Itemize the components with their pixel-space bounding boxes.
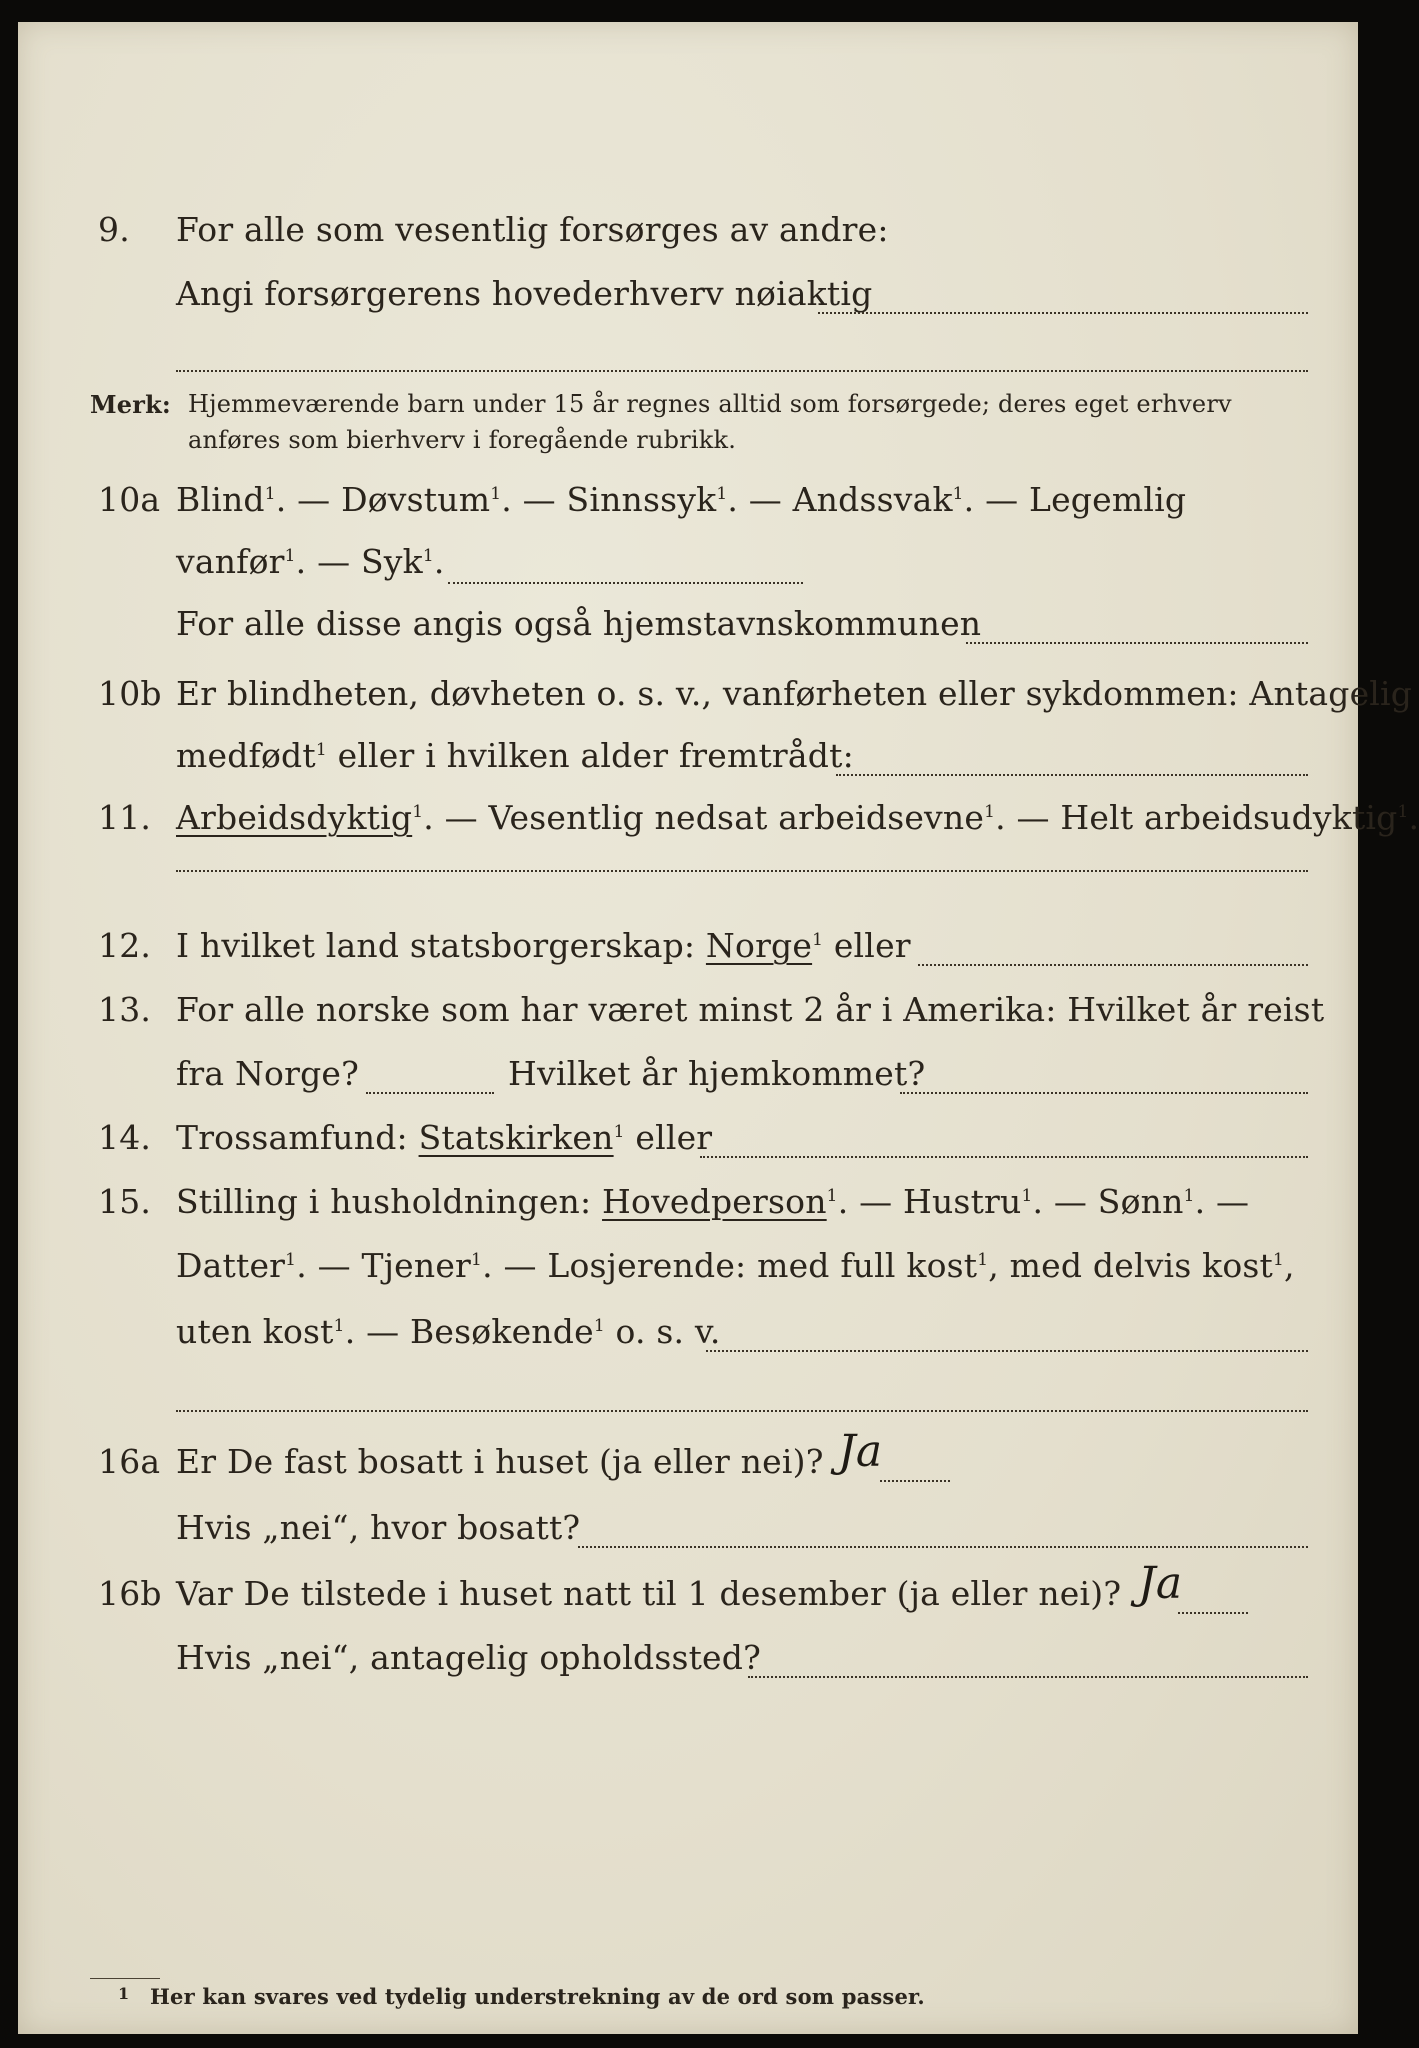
question-number: 10a xyxy=(98,480,161,519)
answer-field-16b[interactable] xyxy=(1178,1612,1248,1614)
question-text: Hvis „nei“, antagelig opholdssted? xyxy=(176,1638,761,1677)
footnote-divider xyxy=(90,1978,160,1979)
question-number: 14. xyxy=(98,1118,152,1157)
question-number: 13. xyxy=(98,990,152,1029)
question-text: For alle disse angis også hjemstavnskommunen xyxy=(176,604,982,643)
note-label: Merk: xyxy=(90,390,171,419)
question-text: vanfør$^1$. — Syk$^1$. xyxy=(176,542,445,581)
question-text: fra Norge? xyxy=(176,1054,360,1093)
question-number: 12. xyxy=(98,926,152,965)
underlined-answer: Statskirken xyxy=(418,1118,614,1157)
question-number: 16a xyxy=(98,1442,161,1481)
question-text: Var De tilstede i huset natt til 1 desember (ja eller nei)? xyxy=(176,1574,1122,1613)
underlined-answer: Norge xyxy=(705,926,813,965)
answer-field-10a-kommune[interactable] xyxy=(966,642,1308,644)
answer-field-13-hjem[interactable] xyxy=(900,1092,1308,1094)
answer-field-9b[interactable] xyxy=(176,370,1308,372)
question-text: Er blindheten, døvheten o. s. v., vanførheten eller sykdommen: Antagelig xyxy=(176,674,1413,713)
question-text: Blind$^1$. — Døvstum$^1$. — Sinnssyk$^1$. — Andssvak$^1$. — Legemlig xyxy=(176,480,1187,519)
question-text: Hvilket år hjemkommet? xyxy=(508,1054,926,1093)
question-text: Arbeidsdyktig$^1$. — Vesentlig nedsat arbeidsevne$^1$. — Helt arbeidsudyktig$^1$. xyxy=(176,798,1419,837)
footnote-text: Her kan svares ved tydelig understrekning av de ord som passer. xyxy=(150,1984,925,2009)
footnote-mark: 1 xyxy=(118,1984,130,2003)
question-number: 15. xyxy=(98,1182,152,1221)
handwritten-answer-16a: Ja xyxy=(838,1426,883,1477)
question-number: 11. xyxy=(98,798,152,837)
census-form-page xyxy=(18,22,1419,2034)
underlined-answer: Arbeidsdyktig xyxy=(176,798,413,837)
answer-field-16b-opholdssted[interactable] xyxy=(748,1676,1308,1678)
question-text: Trossamfund: Statskirken$^1$ eller xyxy=(176,1118,713,1157)
question-text: Er De fast bosatt i huset (ja eller nei)? xyxy=(176,1442,824,1481)
question-text: For alle som vesentlig forsørges av andre: xyxy=(176,210,889,249)
question-text: Angi forsørgerens hovederhverv nøiaktig xyxy=(176,274,873,313)
answer-field-9a[interactable] xyxy=(818,312,1308,314)
answer-field-15b[interactable] xyxy=(176,1410,1308,1412)
question-text: Stilling i husholdningen: Hovedperson$^1$. — Hustru$^1$. — Sønn$^1$. — xyxy=(176,1182,1250,1221)
answer-field-11[interactable] xyxy=(176,870,1308,872)
answer-field-10b[interactable] xyxy=(836,774,1308,776)
question-number: 10b xyxy=(98,674,162,713)
answer-field-16a[interactable] xyxy=(880,1480,950,1482)
underlined-answer: Hovedperson xyxy=(602,1182,827,1221)
question-number: 9. xyxy=(98,210,130,249)
handwritten-answer-16b: Ja xyxy=(1138,1558,1183,1609)
question-text: Hvis „nei“, hvor bosatt? xyxy=(176,1508,581,1547)
question-text: medfødt$^1$ eller i hvilken alder fremtrådt: xyxy=(176,736,854,775)
question-text: Datter$^1$. — Tjener$^1$. — Losjerende: med full kost$^1$, med delvis kost$^1$, xyxy=(176,1246,1295,1285)
note-text: anføres som bierhverv i foregående rubrikk. xyxy=(188,426,737,454)
answer-field-12[interactable] xyxy=(918,964,1308,966)
question-text: For alle norske som har været minst 2 år i Amerika: Hvilket år reist xyxy=(176,990,1325,1029)
question-number: 16b xyxy=(98,1574,162,1613)
answer-field-10a-syk[interactable] xyxy=(448,582,803,584)
question-text: I hvilket land statsborgerskap: Norge$^1$ eller xyxy=(176,926,911,965)
answer-field-14[interactable] xyxy=(700,1156,1308,1158)
note-text: Hjemmeværende barn under 15 år regnes alltid som forsørgede; deres eget erhverv xyxy=(188,390,1232,418)
question-text: uten kost$^1$. — Besøkende$^1$ o. s. v. xyxy=(176,1312,721,1351)
answer-field-13-reist[interactable] xyxy=(366,1092,494,1094)
answer-field-16a-hvor[interactable] xyxy=(578,1546,1308,1548)
answer-field-15a[interactable] xyxy=(706,1350,1308,1352)
